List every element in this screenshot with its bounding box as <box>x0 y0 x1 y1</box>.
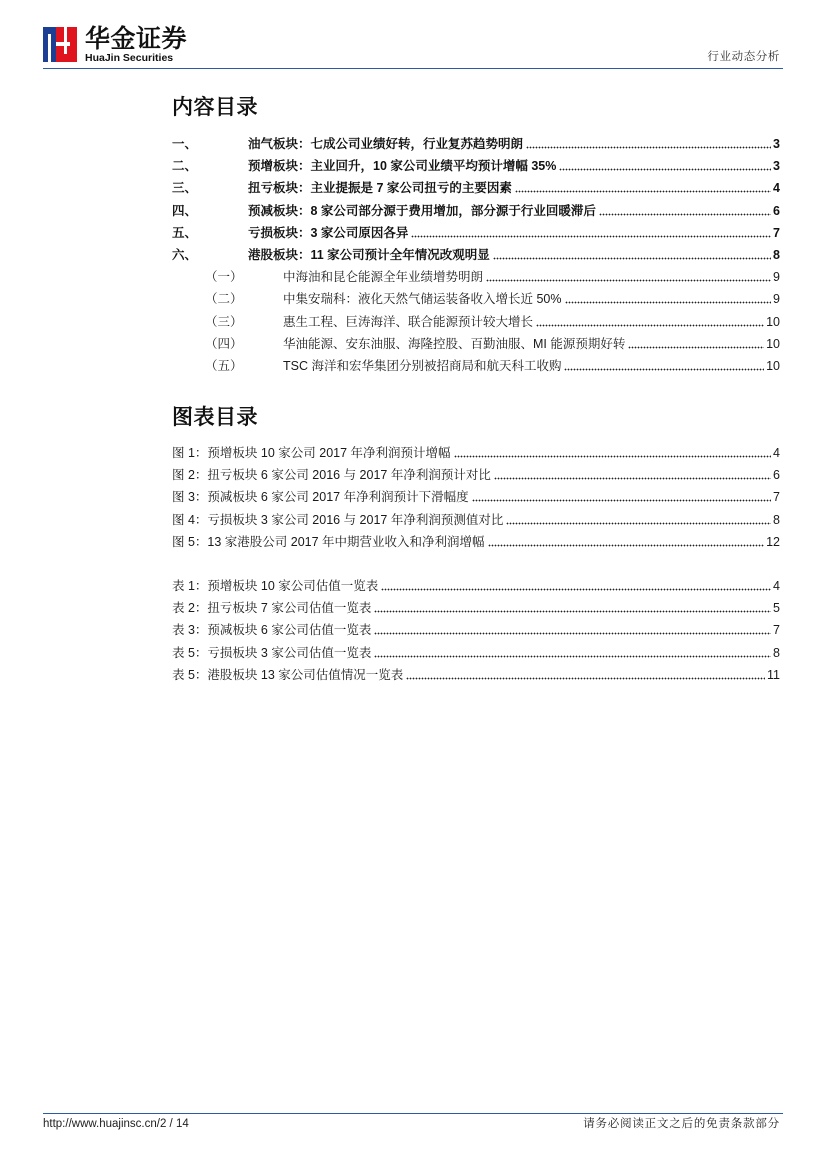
toc-subsection-text: 惠生工程、巨涛海洋、联合能源预计较大增长 <box>283 314 534 329</box>
toc-section-1[interactable] <box>172 133 780 155</box>
toc-section-number: 三、 <box>172 181 198 196</box>
figure-label: 图 2：扭亏板块 6 家公司 2016 与 2017 年净利润预计对比 <box>172 468 491 483</box>
figure-list <box>172 442 780 553</box>
toc-subsection-text: TSC 海洋和宏华集团分别被招商局和航天科工收购 <box>283 358 562 373</box>
table-entry-2[interactable] <box>172 597 780 619</box>
toc-subsection-number: （二） <box>205 292 243 307</box>
dot-leader <box>565 288 772 304</box>
toc-section-text: 扭亏板块：主业提振是 7 家公司扭亏的主要因素 <box>248 181 512 196</box>
toc-subsection-text: 中集安瑞科：液化天然气储运装备收入增长近 50% <box>283 292 562 307</box>
dot-leader <box>494 464 771 480</box>
dot-leader <box>493 244 771 260</box>
toc-subsection-number: （五） <box>205 358 243 373</box>
table-entry-1[interactable] <box>172 575 780 597</box>
header-divider <box>43 68 783 69</box>
figure-page-number: 6 <box>773 468 780 483</box>
dot-leader <box>536 311 764 327</box>
toc-page-number: 6 <box>773 203 780 218</box>
table-label: 表 1：预增板块 10 家公司估值一览表 <box>172 579 379 593</box>
figure-label: 图 5：13 家港股公司 2017 年中期营业收入和净利润增幅 <box>172 534 485 549</box>
toc-subsection-6-2[interactable] <box>205 288 780 310</box>
toc-section-text: 油气板块：七成公司业绩好转，行业复苏趋势明朗 <box>248 137 524 151</box>
toc-subsection-text: 华油能源、安东油服、海隆控股、百勤油服、MI 能源预期好转 <box>283 336 626 351</box>
footer-url-page-number[interactable]: http://www.huajinsc.cn/2 / 14 <box>43 1118 189 1130</box>
toc-title: 内容目录 <box>172 96 258 119</box>
toc-subsection-6-4[interactable] <box>205 333 780 355</box>
table-entry-5[interactable] <box>172 664 780 686</box>
dot-leader <box>472 486 771 502</box>
figure-entry-3[interactable] <box>172 486 780 508</box>
dot-leader <box>515 177 771 193</box>
toc-section-number: 六、 <box>172 247 198 262</box>
table-label: 表 5：亏损板块 3 家公司估值一览表 <box>172 645 372 660</box>
footer-disclaimer: 请务必阅读正文之后的免责条款部分 <box>583 1118 780 1130</box>
figure-label: 图 3：预减板块 6 家公司 2017 年净利润预计下滑幅度 <box>172 490 469 505</box>
table-page-number: 4 <box>773 579 780 593</box>
toc-section-number: 二、 <box>172 159 198 174</box>
chart-toc-title: 图表目录 <box>172 406 258 429</box>
table-label: 表 2：扭亏板块 7 家公司估值一览表 <box>172 601 372 616</box>
figure-label: 图 1：预增板块 10 家公司 2017 年净利润预计增幅 <box>172 446 451 460</box>
footer-divider <box>43 1113 783 1114</box>
toc-page-number: 10 <box>766 358 780 373</box>
table-entry-3[interactable] <box>172 619 780 641</box>
dot-leader <box>374 642 771 658</box>
toc-subsection-text: 中海油和昆仑能源全年业绩增势明朗 <box>283 270 484 285</box>
toc-subsection-number: （三） <box>205 314 243 329</box>
toc-section-text: 预减板块：8 家公司部分源于费用增加，部分源于行业回暖滞后 <box>248 203 596 218</box>
toc-page-number: 10 <box>766 336 780 351</box>
toc-page-number: 10 <box>766 314 780 329</box>
toc-subsection-6-3[interactable] <box>205 311 780 333</box>
dot-leader <box>488 531 765 547</box>
table-entry-4[interactable] <box>172 642 780 664</box>
toc-page-number: 3 <box>773 137 780 151</box>
toc-page-number: 9 <box>773 292 780 307</box>
toc-section-number: 四、 <box>172 203 198 218</box>
toc-page-number: 9 <box>773 270 780 285</box>
toc-page-number: 7 <box>773 225 780 240</box>
dot-leader <box>564 355 764 371</box>
dot-leader <box>628 333 764 349</box>
toc-subsection-number: （一） <box>205 270 243 285</box>
dot-leader <box>374 619 771 635</box>
table-page-number: 7 <box>773 623 780 638</box>
figure-label: 图 4：亏损板块 3 家公司 2016 与 2017 年净利润预测值对比 <box>172 512 504 527</box>
toc-page-number: 4 <box>773 181 780 196</box>
table-page-number: 11 <box>767 667 780 682</box>
company-logo <box>43 27 193 65</box>
figure-entry-4[interactable] <box>172 509 780 531</box>
toc-page-number: 3 <box>773 159 780 174</box>
table-label: 表 5：港股板块 13 家公司估值情况一览表 <box>172 667 404 682</box>
figure-entry-1[interactable] <box>172 442 780 464</box>
dot-leader <box>374 597 771 613</box>
toc-subsection-number: （四） <box>205 336 243 351</box>
table-page-number: 8 <box>773 645 780 660</box>
dot-leader <box>381 575 771 591</box>
toc-subsection-6-5[interactable] <box>205 355 780 377</box>
dot-leader <box>411 222 771 238</box>
toc-list <box>172 133 780 377</box>
toc-section-text: 亏损板块：3 家公司原因各异 <box>248 225 409 240</box>
report-type-label: 行业动态分析 <box>707 51 780 63</box>
toc-section-text: 港股板块：11 家公司预计全年情况改观明显 <box>248 247 490 262</box>
toc-section-3[interactable] <box>172 177 780 199</box>
logo-text: 华金证券 <box>85 25 188 53</box>
toc-section-number: 五、 <box>172 225 198 240</box>
dot-leader <box>486 266 771 282</box>
toc-subsection-6-1[interactable] <box>205 266 780 288</box>
toc-section-text: 预增板块：主业回升，10 家公司业绩平均预计增幅 35% <box>248 159 557 174</box>
figure-page-number: 4 <box>773 446 780 460</box>
logo-subtext: HuaJin Securities <box>85 52 174 64</box>
figure-page-number: 7 <box>773 490 780 505</box>
toc-section-6[interactable] <box>172 244 780 266</box>
figure-entry-5[interactable] <box>172 531 780 553</box>
dot-leader <box>526 133 771 149</box>
toc-section-4[interactable] <box>172 200 780 222</box>
dot-leader <box>559 155 771 171</box>
table-list <box>172 575 780 686</box>
figure-entry-2[interactable] <box>172 464 780 486</box>
dot-leader <box>506 509 771 525</box>
dot-leader <box>599 200 771 216</box>
table-label: 表 3：预减板块 6 家公司估值一览表 <box>172 623 372 638</box>
dot-leader <box>406 664 765 680</box>
figure-page-number: 8 <box>773 512 780 527</box>
dot-leader <box>454 442 772 458</box>
toc-section-2[interactable] <box>172 155 780 177</box>
figure-page-number: 12 <box>766 534 780 549</box>
huajin-logo-icon <box>43 27 77 62</box>
toc-page-number: 8 <box>773 247 780 262</box>
table-page-number: 5 <box>773 601 780 616</box>
toc-section-number: 一、 <box>172 137 198 151</box>
toc-section-5[interactable] <box>172 222 780 244</box>
